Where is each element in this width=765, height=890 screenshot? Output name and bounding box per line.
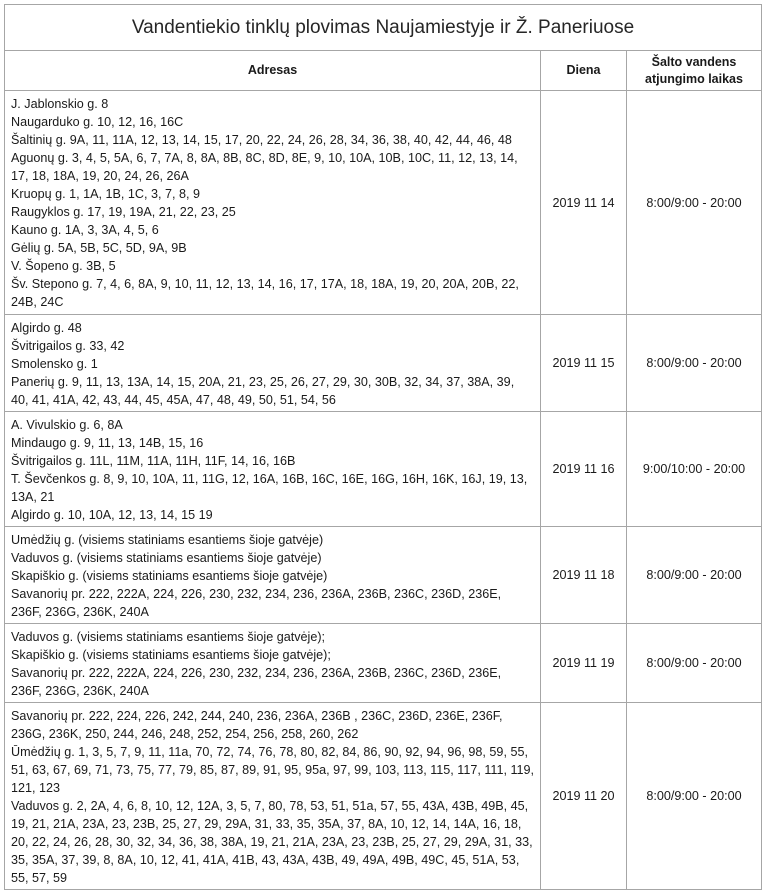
header-row [5,51,762,91]
address-line: V. Šopeno g. 3B, 5 [11,259,116,273]
address-line: Mindaugo g. 9, 11, 13, 14B, 15, 16 [11,436,204,450]
date-cell: 2019 11 19 [541,624,627,703]
address-line: Algirdo g. 10, 10A, 12, 13, 14, 15 19 [11,508,213,522]
address-line: Umėdžių g. (visiems statiniams esantiems šioje gatvėje) [11,533,324,547]
address-line: Kruopų g. 1, 1A, 1B, 1C, 3, 7, 8, 9 [11,187,201,201]
address-cell [5,703,541,890]
address-line: T. Ševčenkos g. 8, 9, 10, 10A, 11, 11G, 12, 16A, 16B, 16C, 16E, 16G, 16H, 16K, 16J, 19, 13, 13A, 21 [11,472,528,504]
address-cell [5,91,541,315]
address-line: J. Jablonskio g. 8 [11,97,109,111]
time-cell: 9:00/10:00 - 20:00 [627,412,762,527]
address-line: Šaltinių g. 9A, 11, 11A, 12, 13, 14, 15, 17, 20, 22, 24, 26, 28, 34, 36, 38, 40, 42, 44, 46, 48 [11,133,512,147]
address-line: Vaduvos g. 2, 2A, 4, 6, 8, 10, 12, 12A, 3, 5, 7, 80, 78, 53, 51, 51a, 57, 55, 43A, 43B, 49B, 45, 19, 21, 21A, 23A, 23, 23B, 25, 27, 29, 29A, 31, 33, 35, 35A, 37, 8A, 10, 12, 14, 14A, 16, 18, 20, 22, 24, 26, 28, 30, 32, 34, 36, 38, 38A, 19, 21, 21A, 23A, 23, 23B, 25, 27, 29, 29A, 31, 33, 35, 35A, 37, 39, 8, 8A, 10, 12, 41, 41A, 41B, 43, 43A, 43B, 49, 49A, 49B, 49C, 45, 51A, 53, 55, 57, 59 [11,799,533,885]
time-cell: 8:00/9:00 - 20:00 [627,527,762,624]
address-cell [5,527,541,624]
address-header: Adresas [5,51,541,91]
address-line: Smolensko g. 1 [11,357,98,371]
table-row [5,91,762,315]
address-line: Vaduvos g. (visiems statiniams esantiems šioje gatvėje) [11,551,322,565]
address-line: Ūmėdžių g. 1, 3, 5, 7, 9, 11, 11a, 70, 72, 74, 76, 78, 80, 82, 84, 86, 90, 92, 94, 96, 98, 59, 55, 51, 63, 67, 69, 71, 73, 75, 77, 79, 85, 87, 89, 91, 95, 95a, 97, 99, 103, 113, 115, 117, 111, 119, 121, 123 [11,745,535,795]
date-cell: 2019 11 15 [541,315,627,412]
date-cell: 2019 11 14 [541,91,627,315]
address-line: Naugarduko g. 10, 12, 16, 16C [11,115,184,129]
address-line: Gėlių g. 5A, 5B, 5C, 5D, 9A, 9B [11,241,187,255]
address-cell [5,412,541,527]
time-cell: 8:00/9:00 - 20:00 [627,91,762,315]
address-cell [5,624,541,703]
address-line: Panerių g. 9, 11, 13, 13A, 14, 15, 20A, 21, 23, 25, 26, 27, 29, 30, 30B, 32, 34, 37, 38A, 39, 40, 41, 41A, 42, 43, 44, 45, 45A, 47, 48, 49, 50, 51, 54, 56 [11,375,515,407]
time-cell: 8:00/9:00 - 20:00 [627,703,762,890]
day-header: Diena [541,51,627,91]
address-line: Vaduvos g. (visiems statiniams esantiems šioje gatvėje); [11,630,326,644]
address-line: Šv. Stepono g. 7, 4, 6, 8A, 9, 10, 11, 12, 13, 14, 16, 17, 17A, 18, 18A, 19, 20, 20A, 20B, 22, 24B, 24C [11,277,519,309]
address-line: Savanorių pr. 222, 222A, 224, 226, 230, 232, 234, 236, 236A, 236B, 236C, 236D, 236E, 236F, 236G, 236K, 240A [11,587,502,619]
time-cell: 8:00/9:00 - 20:00 [627,624,762,703]
address-line: A. Vivulskio g. 6, 8A [11,418,123,432]
address-line: Algirdo g. 48 [11,321,82,335]
date-cell: 2019 11 16 [541,412,627,527]
table-row [5,624,762,703]
table-row [5,412,762,527]
table-title: Vandentiekio tinklų plovimas Naujamiestyje ir Ž. Paneriuose [5,5,762,51]
address-line: Švitrigailos g. 11L, 11M, 11A, 11H, 11F, 14, 16, 16B [11,454,296,468]
title-row [5,5,762,51]
address-line: Aguonų g. 3, 4, 5, 5A, 6, 7, 7A, 8, 8A, 8B, 8C, 8D, 8E, 9, 10, 10A, 10B, 10C, 11, 12, 13, 14, 17, 18, 18A, 19, 20, 24, 26, 26A [11,151,518,183]
schedule-table [4,4,762,890]
address-line: Savanorių pr. 222, 224, 226, 242, 244, 240, 236, 236A, 236B , 236C, 236D, 236E, 236F, 236G, 236K, 250, 244, 246, 248, 252, 254, 256, 258, 260, 262 [11,709,503,741]
time-header-line2: atjungimo laikas [645,71,743,86]
table-row [5,315,762,412]
address-line: Raugyklos g. 17, 19, 19A, 21, 22, 23, 25 [11,205,236,219]
time-header-line1: Šalto vandens [651,54,737,69]
address-line: Skapiškio g. (visiems statiniams esantiems šioje gatvėje) [11,569,328,583]
date-cell: 2019 11 20 [541,703,627,890]
address-cell [5,315,541,412]
address-line: Švitrigailos g. 33, 42 [11,339,125,353]
address-line: Skapiškio g. (visiems statiniams esantiems šioje gatvėje); [11,648,331,662]
address-line: Kauno g. 1A, 3, 3A, 4, 5, 6 [11,223,159,237]
time-cell: 8:00/9:00 - 20:00 [627,315,762,412]
address-line: Savanorių pr. 222, 222A, 224, 226, 230, 232, 234, 236, 236A, 236B, 236C, 236D, 236E, 236F, 236G, 236K, 240A [11,666,502,698]
table-row [5,703,762,890]
date-cell: 2019 11 18 [541,527,627,624]
table-row [5,527,762,624]
time-header [627,51,762,91]
